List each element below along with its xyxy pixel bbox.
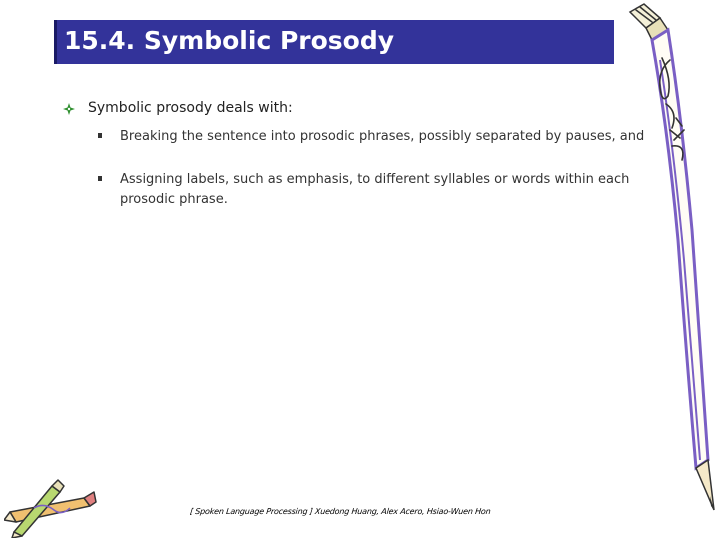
sub-bullet-2-text: Assigning labels, such as emphasis, to different syllables or words within each prosodic phrase. xyxy=(120,172,630,207)
crossed-pencils-icon xyxy=(4,478,104,538)
square-bullet-icon xyxy=(98,176,102,181)
main-bullet-text: Symbolic prosody deals with: xyxy=(88,100,293,116)
pencil-icon xyxy=(612,0,720,540)
slide-title: 15.4. Symbolic Prosody xyxy=(64,26,395,55)
diamond-bullet-icon xyxy=(63,103,75,115)
title-bar xyxy=(54,20,614,64)
square-bullet-icon xyxy=(98,133,102,138)
sub-bullet-1-text: Breaking the sentence into prosodic phrases, possibly separated by pauses, and xyxy=(120,129,645,144)
main-bullet xyxy=(63,100,293,116)
footer-citation: [ Spoken Language Processing ] Xuedong Huang, Alex Acero, Hsiao-Wuen Hon xyxy=(189,507,491,516)
